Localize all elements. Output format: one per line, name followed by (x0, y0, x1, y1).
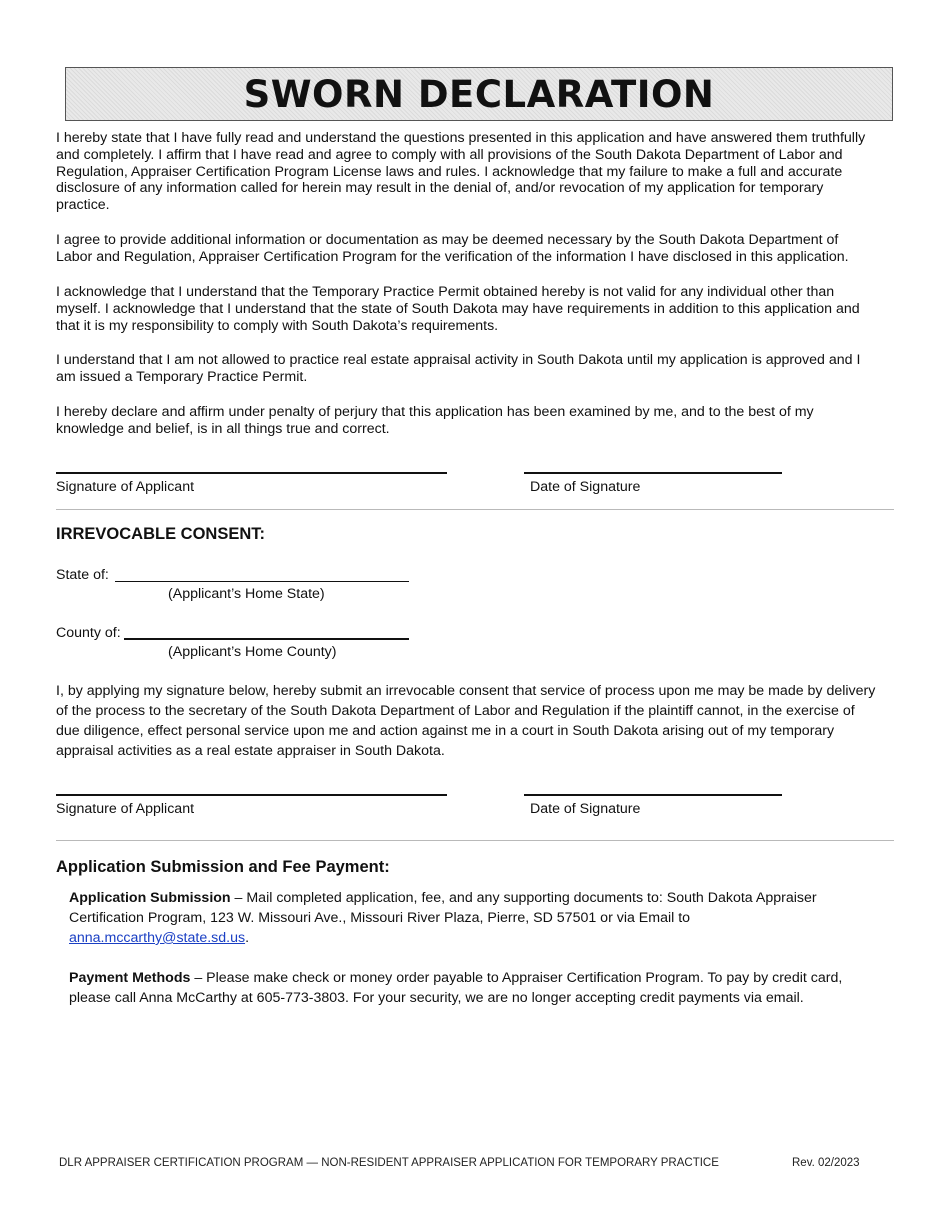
signature-line[interactable] (56, 472, 447, 474)
application-submission-text (69, 888, 859, 948)
consent-signature-label: Signature of Applicant (56, 801, 195, 817)
declaration-paragraph-4: I understand that I am not allowed to practice real estate appraisal activity in South Dakota until my application is approved and I am issued a Temporary Practice Permit. (56, 352, 861, 385)
declaration-paragraph-2: I agree to provide additional information or documentation as may be deemed necessary by the South Dakota Department of Labor and Regulation, Appraiser Certification Program for the verification of the information I have disclosed in this application. (56, 232, 849, 265)
consent-signature-line[interactable] (56, 794, 447, 796)
title-banner (65, 67, 893, 121)
state-field[interactable] (115, 581, 409, 582)
submission-heading: Application Submission and Fee Payment: (56, 858, 390, 876)
email-link[interactable]: anna.mccarthy@state.sd.us (69, 930, 246, 946)
application-submission-end: . (245, 930, 250, 946)
signature-label: Signature of Applicant (56, 479, 195, 495)
footer-revision: Rev. 02/2023 (792, 1157, 860, 1169)
consent-date-line[interactable] (524, 794, 782, 796)
payment-methods-text (69, 968, 859, 1008)
footer-program: DLR APPRAISER CERTIFICATION PROGRAM — NON-RESIDENT APPRAISER APPLICATION FOR TEMPORARY PRACTICE (59, 1157, 719, 1169)
county-label: County of: (56, 625, 121, 641)
application-submission-body: – Mail completed application, fee, and any supporting documents to: South Dakota Appraiser Certification Program, 123 W. Missouri Ave., Missouri River Plaza, Pierre, SD 57501 or via Email to (69, 890, 817, 926)
county-field[interactable] (124, 638, 409, 640)
application-submission-label: Application Submission (69, 890, 231, 906)
state-label: State of: (56, 567, 109, 583)
payment-methods-label: Payment Methods (69, 970, 191, 986)
consent-date-label: Date of Signature (530, 801, 641, 817)
section-divider (56, 840, 894, 841)
consent-paragraph: I, by applying my signature below, hereby submit an irrevocable consent that service of process upon me may be made by delivery of the process to the secretary of the South Dakota Department of Labor and Regulation if the plaintiff cannot, in the exercise of due diligence, effect personal service upon me and action against me in a court in South Dakota arising out of my temporary appraisal activities as a real estate appraiser in South Dakota. (56, 683, 876, 759)
section-divider (56, 509, 894, 510)
county-hint: (Applicant’s Home County) (168, 644, 337, 660)
page-title: SWORN DECLARATION (243, 72, 715, 116)
payment-methods-body: – Please make check or money order payable to Appraiser Certification Program. To pay by credit card, please call Anna McCarthy at 605-773-3803. For your security, we are no longer accepting credit payments via email. (69, 970, 843, 1006)
state-hint: (Applicant’s Home State) (168, 586, 325, 602)
consent-heading: IRREVOCABLE CONSENT: (56, 525, 266, 543)
declaration-paragraph-5: I hereby declare and affirm under penalty of perjury that this application has been examined by me, and to the best of my knowledge and belief, is in all things true and correct. (56, 404, 814, 437)
declaration-paragraph-3: I acknowledge that I understand that the Temporary Practice Permit obtained hereby is not valid for any individual other than myself. I acknowledge that I understand that the state of South Dakota may have requirements in addition to this application and that it is my responsibility to comply with South Dakota’s requirements. (56, 284, 860, 334)
declaration-paragraph-1: I hereby state that I have fully read and understand the questions presented in this application and have answered them truthfully and completely. I affirm that I have read and agree to comply with all provisions of the South Dakota Department of Labor and Regulation, Appraiser Certification Program License laws and rules. I acknowledge that my failure to make a full and accurate disclosure of any information called for herein may result in the denial of, and/or revocation of my application for temporary practice. (56, 130, 866, 214)
date-line[interactable] (524, 472, 782, 474)
date-label: Date of Signature (530, 479, 641, 495)
